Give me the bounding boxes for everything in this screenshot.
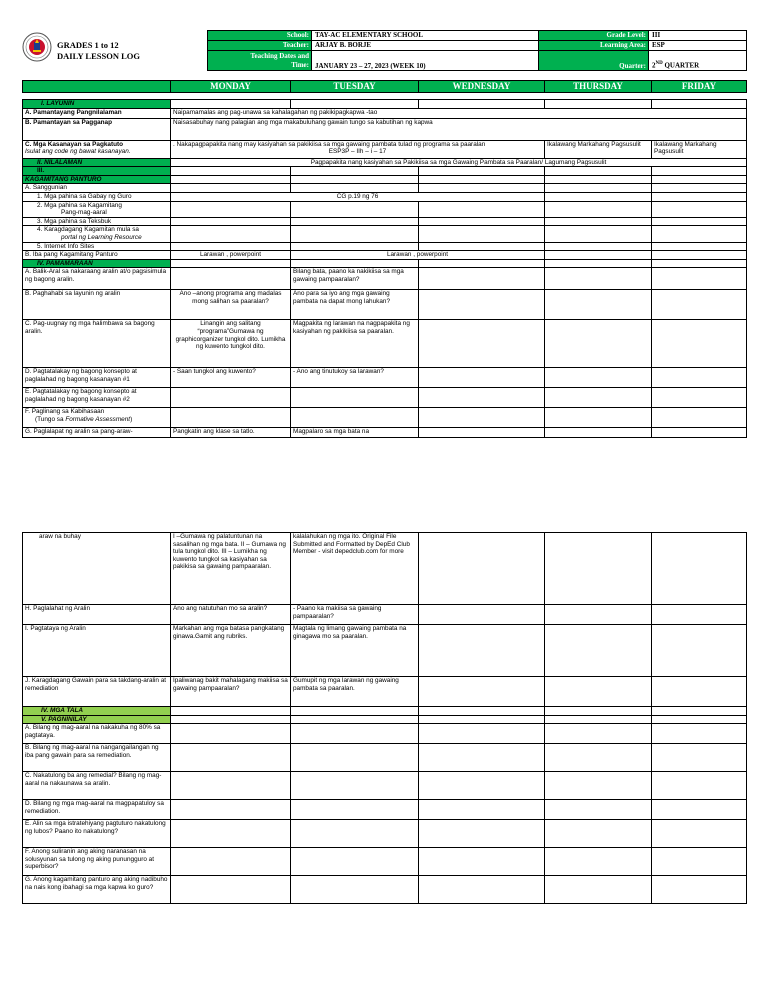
dates-label-line2: Time: <box>291 60 309 69</box>
reflection-f-row <box>23 848 747 876</box>
reflection-g-row <box>23 876 747 904</box>
label-karagdagang-gawain: J. Karagdagang Gawain para sa takdang-aralin at remediation <box>23 677 171 707</box>
pamantayan-pagganap-row <box>23 118 747 140</box>
grade-label: Grade Level: <box>539 31 649 41</box>
paghahabi-monday: Ano –anong programa ang madalas mong salihan sa paaralan? <box>171 290 291 320</box>
section-layunin: I. LAYUNIN <box>23 100 171 109</box>
sanggunian-row <box>23 184 747 193</box>
reflection-e-row <box>23 820 747 848</box>
paglalapat-cont-monday: I –Gumawa ng palatuntunan na sasalihan ng mga bata. II – Gumawa ng tula tungkol dito. III – Lumikha ng kuwento tungkol sa kasiyahan sa pakikisa sa gawaing pampaaralan. <box>171 533 291 605</box>
school-label: School: <box>208 31 312 41</box>
label-sanggunian: A. Sanggunian <box>23 184 171 193</box>
dates-label-line1: Teaching Dates and <box>250 52 309 60</box>
section-mga-tala: IV. MGA TALA <box>23 707 171 716</box>
label-paglinang <box>23 408 171 428</box>
kagamitang-mag-aaral-row <box>23 201 747 217</box>
label-pagtatalakay-2: E. Pagtatalakay ng bagong konsepto at paglalahad ng bagong kasanayan #2 <box>23 388 171 408</box>
internet-row <box>23 242 747 251</box>
section-iii: III. <box>23 167 171 176</box>
section-pagninilay: V. PAGNINILAY <box>23 715 171 724</box>
title-line-1: GRADES 1 to 12 <box>57 40 119 50</box>
label-learning-resource <box>23 226 171 242</box>
paghahabi-row <box>23 290 747 320</box>
paglinang-line2 <box>25 416 168 424</box>
pagtatalakay-2-row <box>23 388 747 408</box>
label-reflection-g: G. Anong kagamitang panturo ang aking nadibuho na nais kong ibahagi sa mga kapwa ko guro? <box>23 876 171 904</box>
title-line-2: DAILY LESSON LOG <box>57 50 140 61</box>
dates-value: JANUARY 23 – 27, 2023 (WEEK 10) <box>312 51 539 71</box>
deped-seal-icon <box>22 32 52 62</box>
label-kasanayan-sub: Isulat ang code ng bawat kasanayan. <box>25 148 131 156</box>
area-label: Learning Area: <box>539 41 649 51</box>
school-value: TAY-AC ELEMENTARY SCHOOL <box>312 31 539 41</box>
label-reflection-a: A. Bilang ng mag-aaral na nakakuha ng 80% sa pagtataya. <box>23 724 171 744</box>
pagtatalakay-1-tuesday: - Ano ang tinutukoy sa larawan? <box>291 368 419 388</box>
kasanayan-row <box>23 140 747 158</box>
kasanayan-friday: Ikalawang Markahang Pagsusulit <box>652 140 747 158</box>
pagtatalakay-1-monday: - Saan tungkol ang kuwento? <box>171 368 291 388</box>
s2-line2: Pang-mag-aaral <box>61 209 107 217</box>
label-kagamitang-mag-aaral <box>23 201 171 217</box>
balik-aral-row <box>23 268 747 290</box>
day-monday: MONDAY <box>171 81 291 93</box>
mga-tala-row <box>23 707 747 716</box>
dates-label <box>208 51 312 71</box>
s4-line1: 4. Karagdagang Kagamitan mula sa <box>37 226 139 234</box>
label-kasanayan-main: C. Mga Kasanayan sa Pagkatuto <box>25 140 124 148</box>
label-teksbuk: 3. Mga pahina sa Teksbuk <box>23 217 171 226</box>
label-reflection-c: C. Nakatulong ba ang remedial? Bilang ng mag-aaral na nakaunawa sa aralin. <box>23 772 171 800</box>
label-reflection-d: D. Bilang ng mga mag-aaral na magpapatuloy sa remediation. <box>23 800 171 820</box>
iba-pang-kagamitan-row <box>23 251 747 260</box>
header-info-table <box>207 30 747 71</box>
pagtataya-tuesday: Magtala ng limang gawaing pambata na ginagawa mo sa paaralan. <box>291 625 419 677</box>
s4-line2: portal ng Learning Resource <box>61 233 142 241</box>
day-thursday: THURSDAY <box>545 81 652 93</box>
reflection-d-row <box>23 800 747 820</box>
day-wednesday: WEDNESDAY <box>419 81 545 93</box>
quarter-num: 2 <box>652 61 656 70</box>
paglalapat-monday: Pangkatin ang klase sa tatlo. <box>171 428 291 438</box>
label-gabay-guro: 1. Mga pahina sa Gabay ng Guro <box>23 192 171 201</box>
gabay-guro-row <box>23 192 747 201</box>
kasanayan-code: ESP3P – IIh – i – 17 <box>328 148 387 156</box>
label-balik-aral: A. Balik-Aral sa nakaraang aralin at/o pagsisimula ng bagong aralin. <box>23 268 171 290</box>
paglinang-row <box>23 408 747 428</box>
pagtataya-row <box>23 625 747 677</box>
paglalapat-row <box>23 428 747 438</box>
section-kagamitan: KAGAMITANG PANTURO <box>23 175 171 184</box>
label-paghahabi: B. Paghahabi sa layunin ng aralin <box>23 290 171 320</box>
iii-row <box>23 167 747 176</box>
paglinang-pre: (Tungo sa <box>35 415 66 423</box>
kasanayan-text: . Nakapagpapakita nang may kasiyahan sa pakikiisa sa mga gawaing pambata tulad ng programa sa paaralan <box>173 140 486 148</box>
pamamaraan-row <box>23 259 747 268</box>
paglalahat-tuesday: - Paano ka makiisa sa gawaing pampaaralan? <box>291 605 419 625</box>
label-reflection-b: B. Bilang ng mag-aaral na nangangailangan ng iba pang gawain para sa remediation. <box>23 744 171 772</box>
paglalapat-tuesday: Magpalaro sa mga bata na <box>291 428 419 438</box>
quarter-label: Quarter: <box>539 51 649 71</box>
label-iba-pang-kagamitan: B. Iba pang Kagamitang Panturo <box>23 251 171 260</box>
teacher-label: Teacher: <box>208 41 312 51</box>
s2-line1: 2. Mga pahina sa Kagamitang <box>37 201 122 209</box>
paglalapat-cont-row <box>23 533 747 605</box>
paglinang-post: ) <box>130 415 133 423</box>
section-pamamaraan: IV. PAMAMARAAN <box>23 259 171 268</box>
quarter-value <box>649 51 747 71</box>
kagamitan-row <box>23 175 747 184</box>
pagtataya-monday: Markahan ang mga batasa pangkatang ginawa.Gamit ang rubriks. <box>171 625 291 677</box>
lesson-log-table-page-2 <box>22 532 747 904</box>
label-pagtatalakay-1: D. Pagtatalakay ng bagong konsepto at paglalahad ng bagong kasanayan #1 <box>23 368 171 388</box>
pag-uugnay-row <box>23 320 747 368</box>
karagdagang-gawain-tuesday: Gumupit ng mga larawan ng gawaing pambata sa paaralan. <box>291 677 419 707</box>
paghahabi-tuesday: Ano para sa iyo ang mga gawaing pambata na dapat mong lahukan? <box>291 290 419 320</box>
value-gabay-guro: CG p.19 ng 76 <box>171 192 545 201</box>
label-paglalapat: G. Paglalapat ng aralin sa pang-araw- <box>23 428 171 438</box>
value-nilalaman: Pagpapakita nang kasiyahan sa Pakikiisa sa mga Gawaing Pambata sa Paaralan/ Lagumang Pagsusulit <box>171 158 747 167</box>
label-kasanayan <box>23 140 171 158</box>
kagamitan-tuesday: Larawan , powerpoint <box>291 251 545 260</box>
teacher-value: ARJAY B. BORJE <box>312 41 539 51</box>
day-friday: FRIDAY <box>652 81 747 93</box>
pagninilay-row <box>23 715 747 724</box>
label-pagganap: B. Pamantayan sa Pagganap <box>23 118 171 140</box>
label-internet: 5. Internet Info Sites <box>23 242 171 251</box>
paglalahat-row <box>23 605 747 625</box>
karagdagang-gawain-monday: Ipaliwanag bakit mahalagang makiisa sa gawaing pampaaralan? <box>171 677 291 707</box>
quarter-word: QUARTER <box>662 61 700 70</box>
teksbuk-row <box>23 217 747 226</box>
pag-uugnay-tuesday: Magpakita ng larawan na nagpapakita ng kasiyahan ng pakikiisa sa paaralan. <box>291 320 419 368</box>
grade-value: III <box>649 31 747 41</box>
paglinang-line1: F. Paglinang sa Kabihasaan <box>25 408 105 416</box>
quarter-sup: ND <box>655 61 663 67</box>
value-kasanayan <box>171 140 545 158</box>
label-pangnilalaman: A. Pamantayang Pangnilalaman <box>23 108 171 118</box>
kasanayan-thursday: Ikalawang Markahang Pagsusulit <box>545 140 652 158</box>
label-reflection-e: E. Alin sa mga istratehiyang pagtuturo nakatulong ng lubos? Paano ito nakatulong? <box>23 820 171 848</box>
label-pagtataya: I. Pagtataya ng Aralin <box>23 625 171 677</box>
label-paglalapat-cont: araw na buhay <box>23 533 171 605</box>
paglalahat-monday: Ano ang natutuhan mo sa aralin? <box>171 605 291 625</box>
karagdagang-gawain-row <box>23 677 747 707</box>
label-pag-uugnay: C. Pag-uugnay ng mga halimbawa sa bagong aralin. <box>23 320 171 368</box>
kagamitan-monday: Larawan , powerpoint <box>171 251 291 260</box>
area-value: ESP <box>649 41 747 51</box>
pagtatalakay-1-row <box>23 368 747 388</box>
label-reflection-f: F. Anong suliranin ang aking naranasan na solusyunan sa tulong ng aking punungguro at superbisor? <box>23 848 171 876</box>
reflection-a-row <box>23 724 747 744</box>
lesson-log-table-page-1 <box>22 80 747 438</box>
nilalaman-row <box>23 158 747 167</box>
learning-resource-row <box>23 226 747 242</box>
label-paglalahat: H. Paglalahat ng Aralin <box>23 605 171 625</box>
day-tuesday: TUESDAY <box>291 81 419 93</box>
value-pagganap: Naisasabuhay nang palagian ang mga makabuluhang gawain tungo sa kabutihan ng kapwa <box>171 118 747 140</box>
balik-aral-tuesday: Bilang bata, paano ka nakikiisa sa mga gawaing pampaaralan? <box>291 268 419 290</box>
paglalapat-cont-tuesday: kalalahukan ng mga ito. Original File Submitted and Formatted by DepEd Club Member - visit depedclub.com for more <box>291 533 419 605</box>
document-title <box>57 40 140 61</box>
layunin-row <box>23 100 747 109</box>
section-nilalaman: II. NILALAMAN <box>23 158 171 167</box>
day-header-row <box>23 81 747 93</box>
paglinang-italic: Formative Assessment <box>65 415 131 423</box>
value-pangnilalaman: Naipamamalas ang pag-unawa sa kahalagahan ng pakikipagkapwa -tao <box>171 108 747 118</box>
pamantayang-pangnilalaman-row <box>23 108 747 118</box>
reflection-c-row <box>23 772 747 800</box>
pag-uugnay-monday: Linangin ang salitang “programa”Gumawa ng graphicorganizer tungkol dito. Lumikha ng kuwento tungkol dito. <box>171 320 291 368</box>
reflection-b-row <box>23 744 747 772</box>
